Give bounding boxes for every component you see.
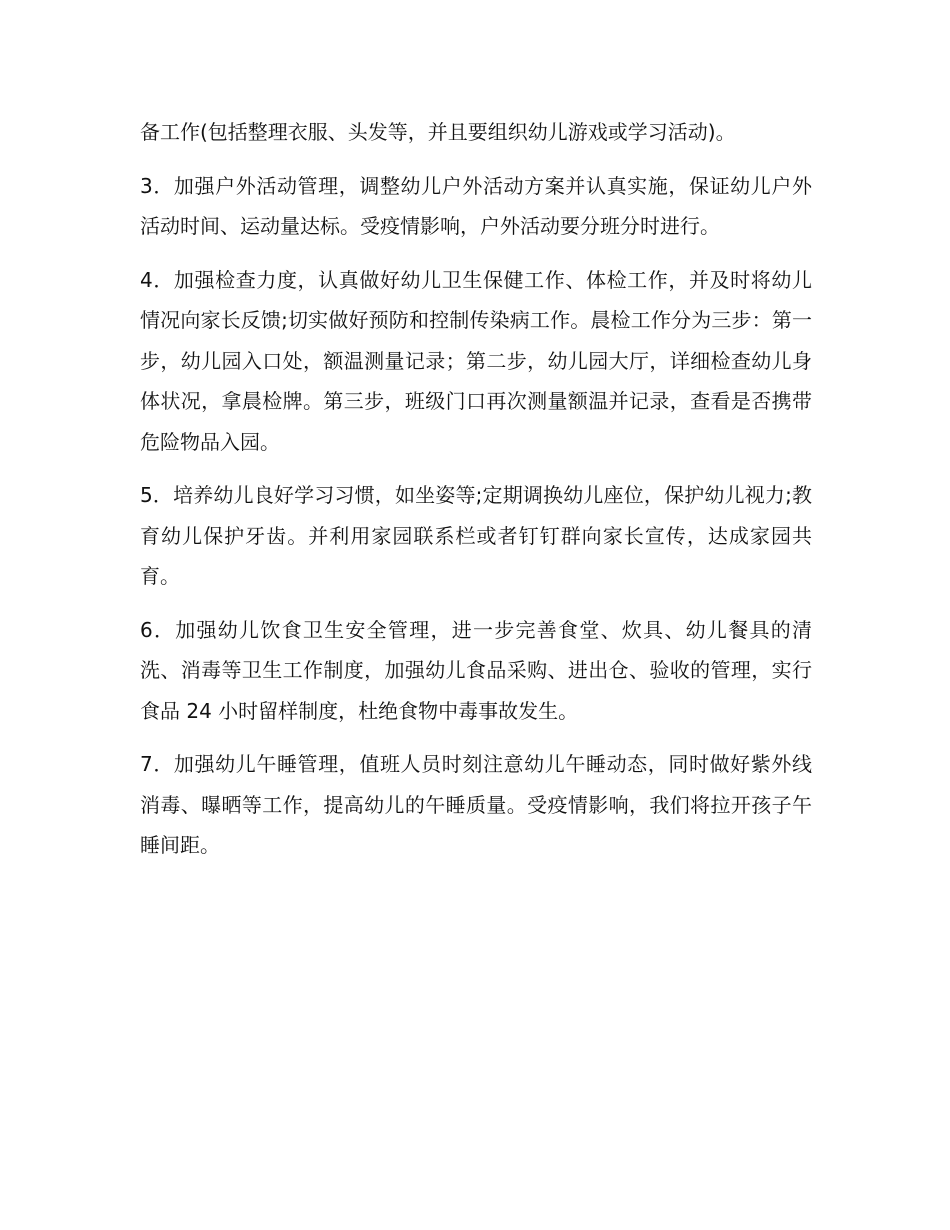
paragraph-item-7: 7．加强幼儿午睡管理，值班人员时刻注意幼儿午睡动态，同时做好紫外线消毒、曝晒等工作，提高幼儿的午睡质量。受疫情影响，我们将拉开孩子午睡间距。 xyxy=(140,752,812,857)
paragraph-continuation: 备工作(包括整理衣服、头发等，并且要组织幼儿游戏或学习活动)。 xyxy=(140,120,736,144)
paragraph-item-3: 3．加强户外活动管理，调整幼儿户外活动方案并认真实施，保证幼儿户外活动时间、运动量达标。受疫情影响，户外活动要分班分时进行。 xyxy=(140,173,812,238)
paragraph-item-6: 6．加强幼儿饮食卫生安全管理，进一步完善食堂、炊具、幼儿餐具的清洗、消毒等卫生工作制度，加强幼儿食品采购、进出仓、验收的管理，实行食品 24 小时留样制度，杜绝食物中毒事故发生。 xyxy=(140,617,812,723)
document-body xyxy=(140,112,812,879)
paragraph-item-4: 4．加强检查力度，认真做好幼儿卫生保健工作、体检工作，并及时将幼儿情况向家长反馈;切实做好预防和控制传染病工作。晨检工作分为三步：第一步，幼儿园入口处，额温测量记录；第二步，幼儿园大厅，详细检查幼儿身体状况，拿晨检牌。第三步，班级门口再次测量额温并记录，查看是否携带危险物品入园。 xyxy=(140,267,812,454)
paragraph-item-5: 5．培养幼儿良好学习习惯，如坐姿等;定期调换幼儿座位，保护幼儿视力;教育幼儿保护牙齿。并利用家园联系栏或者钉钉群向家长宣传，达成家园共育。 xyxy=(140,483,812,588)
